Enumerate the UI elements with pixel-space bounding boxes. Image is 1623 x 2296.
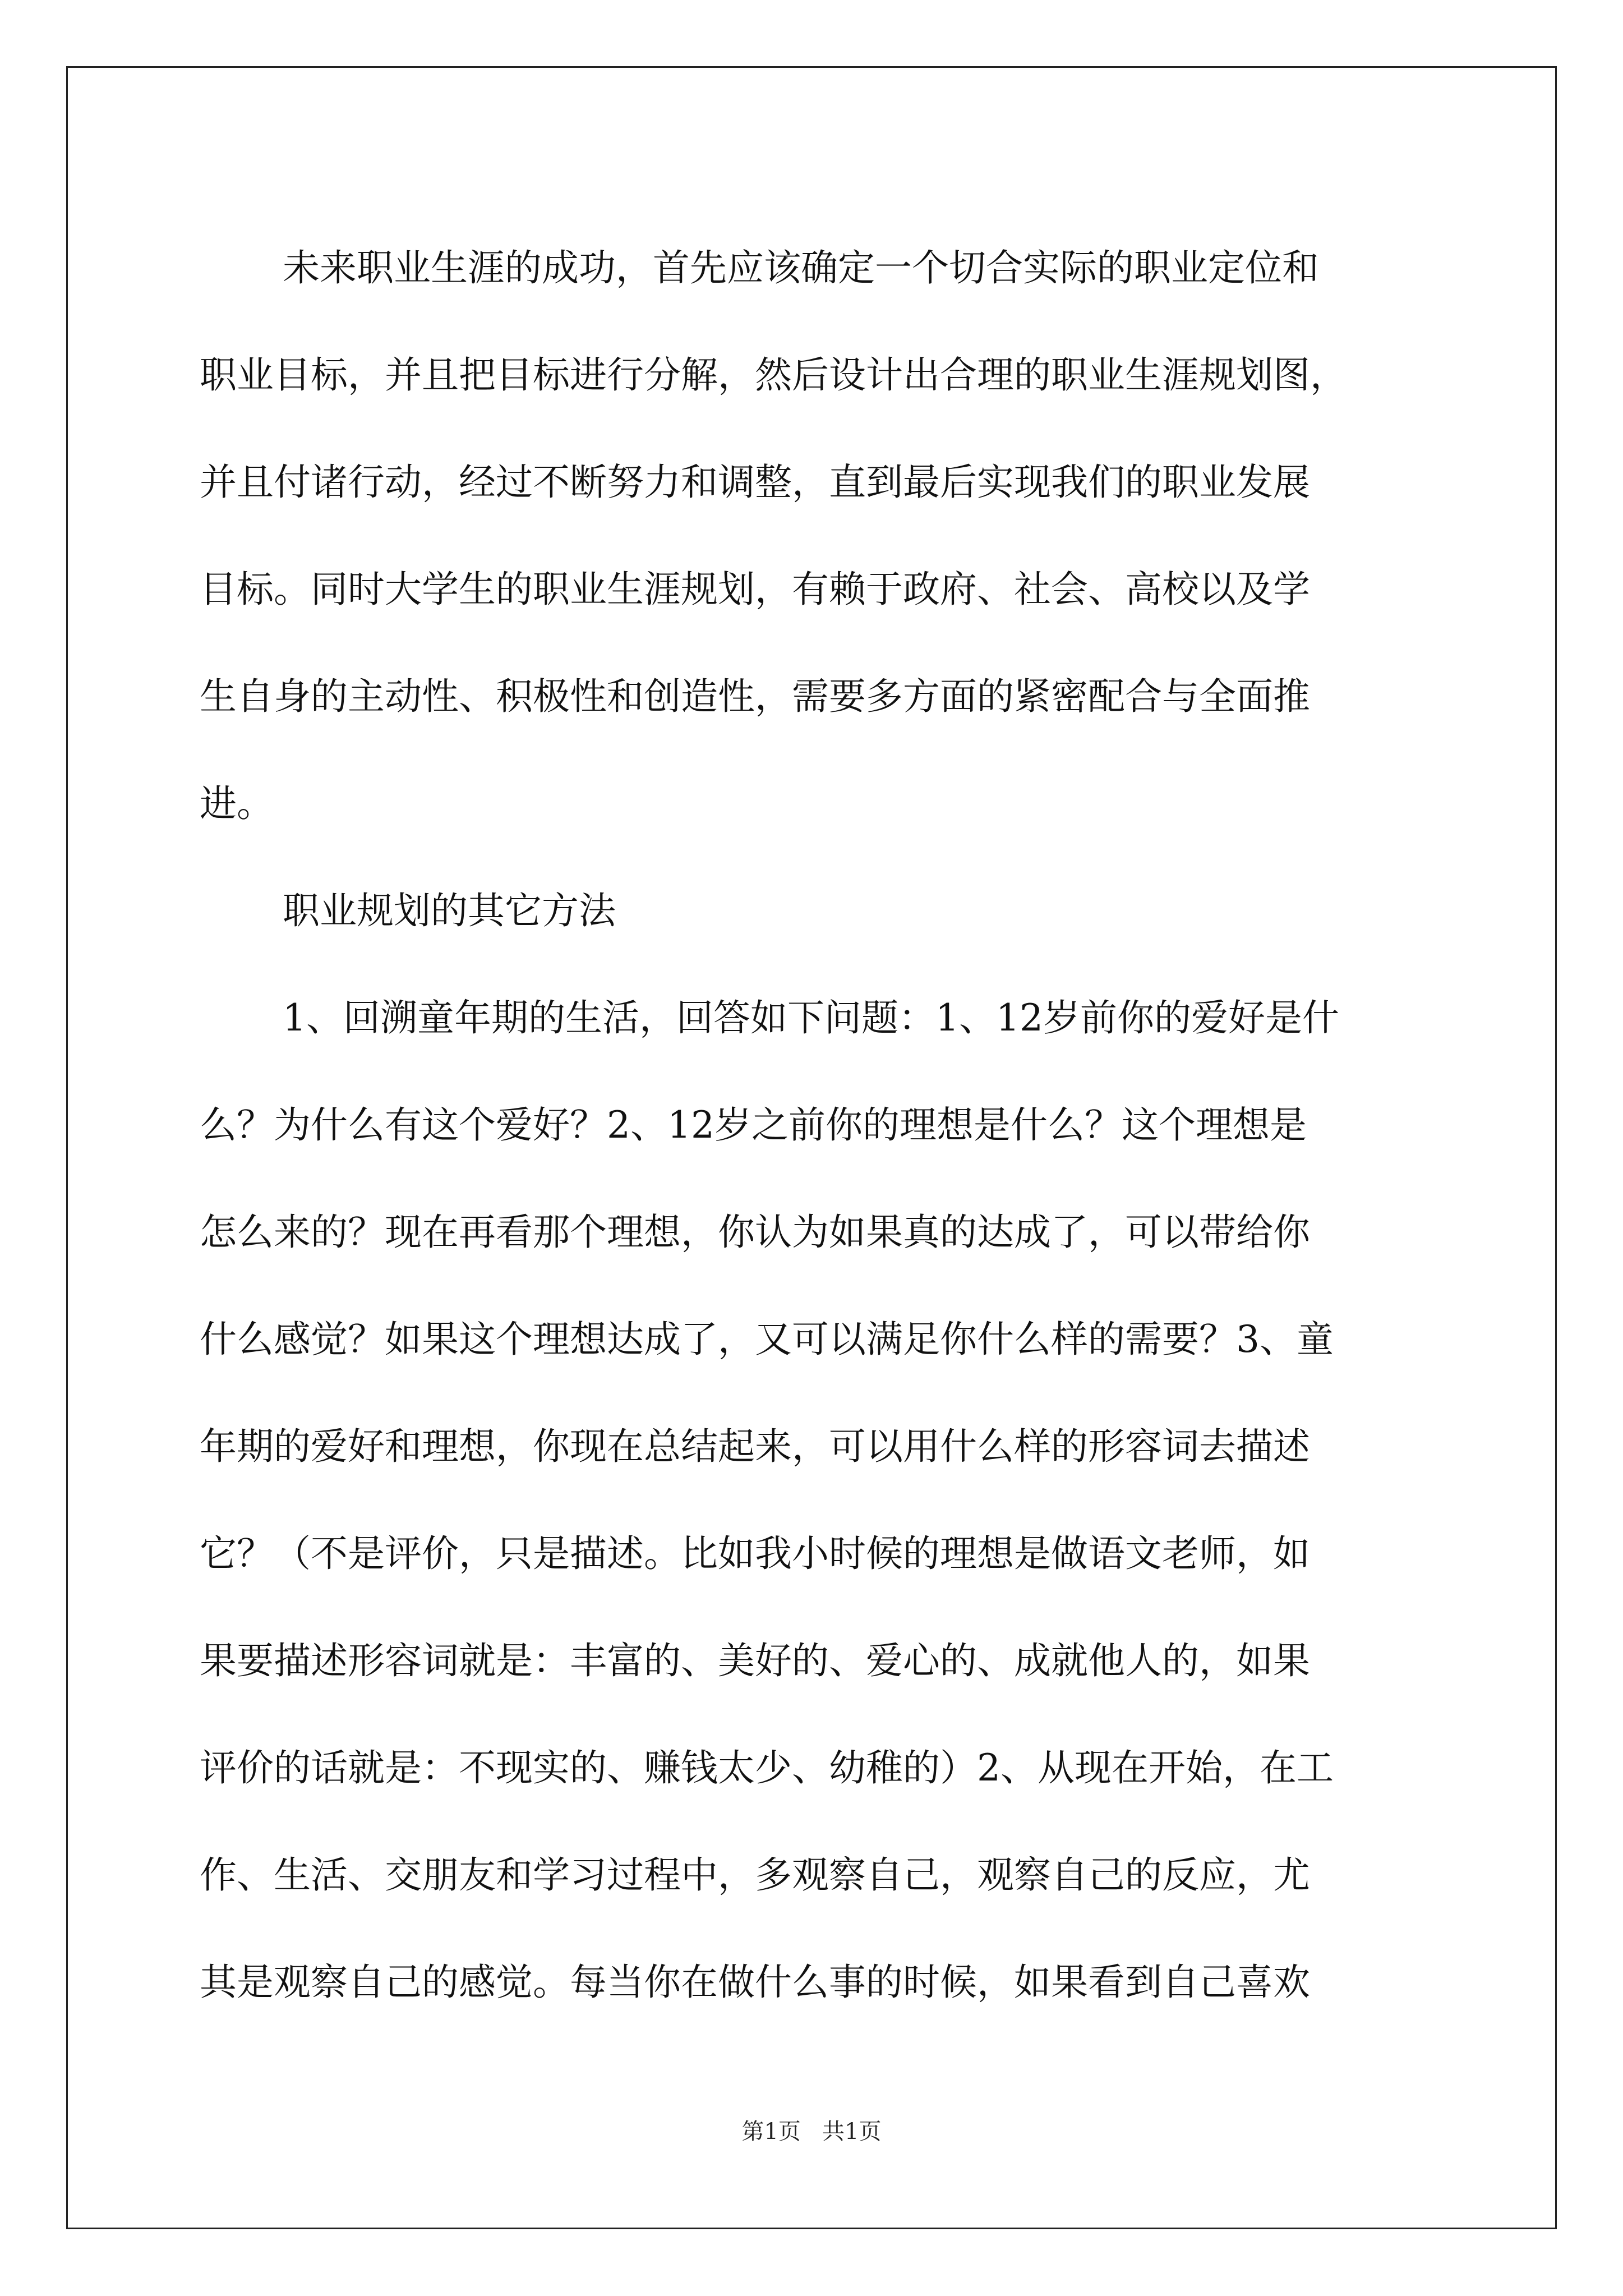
text-line: 年期的爱好和理想，你现在总结起来，可以用什么样的形容词去描述 [200, 1425, 1310, 1468]
text-line: 其是观察自己的感觉。每当你在做什么事的时候，如果看到自己喜欢 [200, 1961, 1310, 2004]
document-body [200, 214, 1433, 2036]
text-line: 进。 [200, 782, 274, 825]
text-line: 作、生活、交朋友和学习过程中，多观察自己，观察自己的反应，尤 [200, 1853, 1310, 1897]
section-heading-other-methods [200, 857, 1433, 964]
paragraph-childhood-review [200, 964, 1433, 2036]
page-number-footer: 第1页 共1页 [741, 2119, 882, 2145]
paragraph-career-success [200, 214, 1433, 857]
text-line: 评价的话就是：不现实的、赚钱太少、幼稚的）2、从现在开始，在工 [200, 1746, 1334, 1789]
text-line: 未来职业生涯的成功，首先应该确定一个切合实际的职业定位和 [283, 246, 1319, 289]
text-line: 生自身的主动性、积极性和创造性，需要多方面的紧密配合与全面推 [200, 675, 1310, 718]
text-line: 目标。同时大学生的职业生涯规划，有赖于政府、社会、高校以及学 [200, 568, 1310, 611]
text-line: 什么感觉？如果这个理想达成了，又可以满足你什么样的需要？3、童 [200, 1318, 1334, 1361]
text-line: 么？为什么有这个爱好？2、12岁之前你的理想是什么？这个理想是 [200, 1103, 1307, 1147]
text-line: 果要描述形容词就是：丰富的、美好的、爱心的、成就他人的，如果 [200, 1639, 1310, 1682]
text-line: 它？（不是评价，只是描述。比如我小时候的理想是做语文老师，如 [200, 1532, 1310, 1575]
text-line: 怎么来的？现在再看那个理想，你认为如果真的达成了，可以带给你 [200, 1211, 1310, 1254]
text-line: 职业目标，并且把目标进行分解，然后设计出合理的职业生涯规划图， [200, 353, 1347, 397]
text-line: 并且付诸行动，经过不断努力和调整，直到最后实现我们的职业发展 [200, 461, 1310, 504]
text-line: 1、回溯童年期的生活，回答如下问题：1、12岁前你的爱好是什 [283, 996, 1339, 1039]
section-heading-text: 职业规划的其它方法 [283, 889, 616, 932]
